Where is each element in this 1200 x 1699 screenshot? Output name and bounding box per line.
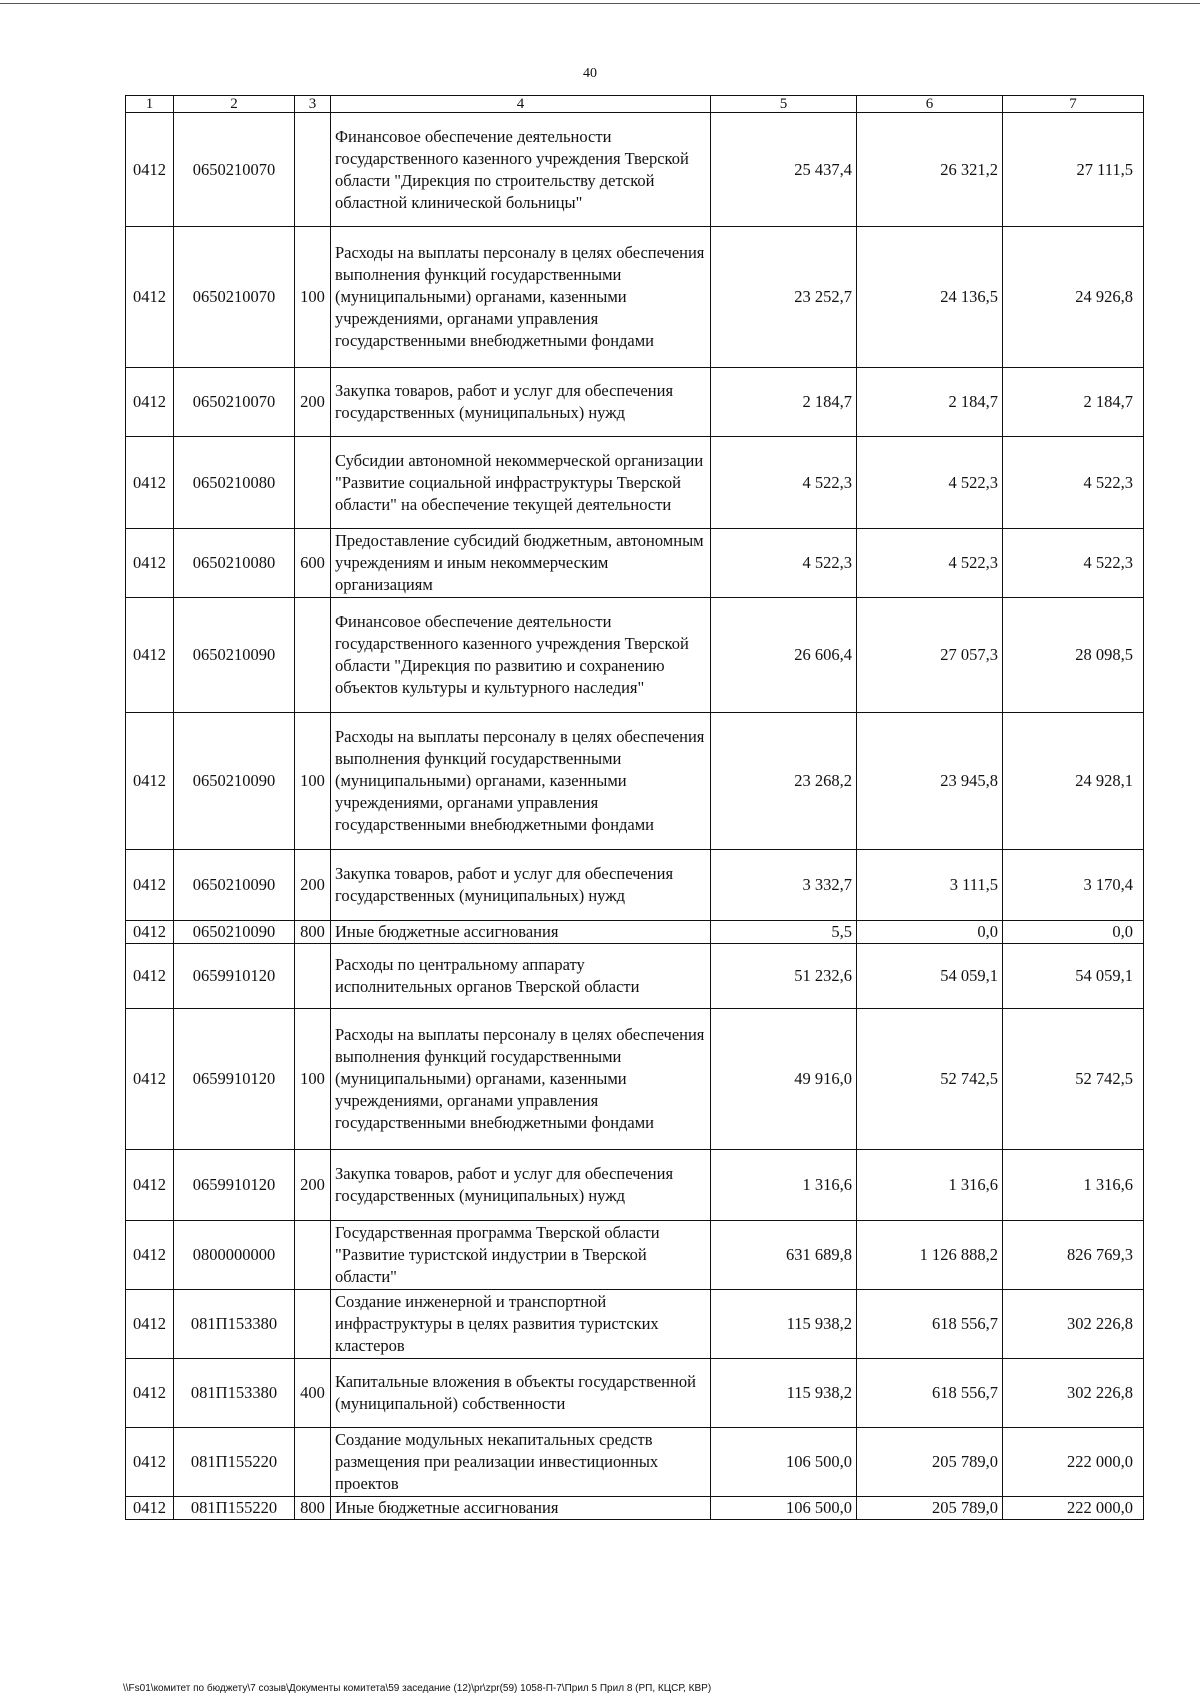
scan-top-border	[0, 3, 1200, 4]
expense-type-code: 400	[295, 1359, 331, 1428]
target-article-code: 0800000000	[174, 1221, 295, 1290]
item-name: Расходы по центральному аппарату исполнительных органов Тверской области	[331, 944, 711, 1009]
expense-type-code	[295, 113, 331, 227]
amount-col5: 106 500,0	[711, 1497, 857, 1520]
item-name: Иные бюджетные ассигнования	[331, 921, 711, 944]
expense-type-code	[295, 1428, 331, 1497]
amount-col6: 4 522,3	[857, 437, 1003, 529]
expense-type-code	[295, 437, 331, 529]
table-row	[126, 368, 1144, 437]
amount-col7: 27 111,5	[1003, 113, 1144, 227]
expense-type-code: 800	[295, 1497, 331, 1520]
amount-col5: 4 522,3	[711, 529, 857, 598]
target-article-code: 0659910120	[174, 1150, 295, 1221]
amount-col7: 4 522,3	[1003, 437, 1144, 529]
section-code: 0412	[126, 529, 174, 598]
expense-type-code: 800	[295, 921, 331, 944]
item-name: Расходы на выплаты персоналу в целях обеспечения выполнения функций государственными (муниципальными) органами, казенными учреждениями, органами управления государственными внебюджетными фондами	[331, 1009, 711, 1150]
amount-col6: 3 111,5	[857, 850, 1003, 921]
table-row	[126, 713, 1144, 850]
column-number: 5	[711, 96, 857, 113]
table-row	[126, 113, 1144, 227]
amount-col6: 2 184,7	[857, 368, 1003, 437]
expense-type-code: 100	[295, 1009, 331, 1150]
amount-col5: 3 332,7	[711, 850, 857, 921]
expense-type-code	[295, 1221, 331, 1290]
expense-type-code: 100	[295, 227, 331, 368]
amount-col5: 25 437,4	[711, 113, 857, 227]
item-name: Закупка товаров, работ и услуг для обеспечения государственных (муниципальных) нужд	[331, 1150, 711, 1221]
table-row	[126, 598, 1144, 713]
amount-col5: 1 316,6	[711, 1150, 857, 1221]
table-row	[126, 529, 1144, 598]
amount-col7: 0,0	[1003, 921, 1144, 944]
table-row	[126, 1290, 1144, 1359]
amount-col6: 1 126 888,2	[857, 1221, 1003, 1290]
section-code: 0412	[126, 944, 174, 1009]
column-number: 4	[331, 96, 711, 113]
amount-col5: 631 689,8	[711, 1221, 857, 1290]
target-article-code: 081П153380	[174, 1290, 295, 1359]
expense-type-code	[295, 1290, 331, 1359]
item-name: Расходы на выплаты персоналу в целях обеспечения выполнения функций государственными (муниципальными) органами, казенными учреждениями, органами управления государственными внебюджетными фондами	[331, 227, 711, 368]
target-article-code: 0650210090	[174, 850, 295, 921]
table-row	[126, 921, 1144, 944]
amount-col5: 2 184,7	[711, 368, 857, 437]
section-code: 0412	[126, 850, 174, 921]
expense-type-code: 200	[295, 368, 331, 437]
section-code: 0412	[126, 1221, 174, 1290]
column-number-row	[126, 96, 1144, 113]
amount-col5: 115 938,2	[711, 1359, 857, 1428]
section-code: 0412	[126, 1497, 174, 1520]
amount-col5: 5,5	[711, 921, 857, 944]
section-code: 0412	[126, 368, 174, 437]
amount-col7: 222 000,0	[1003, 1428, 1144, 1497]
amount-col7: 24 928,1	[1003, 713, 1144, 850]
expense-type-code: 200	[295, 1150, 331, 1221]
section-code: 0412	[126, 227, 174, 368]
table-row	[126, 850, 1144, 921]
amount-col5: 115 938,2	[711, 1290, 857, 1359]
item-name: Закупка товаров, работ и услуг для обеспечения государственных (муниципальных) нужд	[331, 368, 711, 437]
section-code: 0412	[126, 598, 174, 713]
table-row	[126, 1428, 1144, 1497]
amount-col7: 826 769,3	[1003, 1221, 1144, 1290]
expense-type-code	[295, 598, 331, 713]
amount-col5: 4 522,3	[711, 437, 857, 529]
item-name: Расходы на выплаты персоналу в целях обеспечения выполнения функций государственными (муниципальными) органами, казенными учреждениями, органами управления государственными внебюджетными фондами	[331, 713, 711, 850]
page-number: 40	[583, 66, 597, 81]
table-row	[126, 1359, 1144, 1428]
table-row	[126, 944, 1144, 1009]
expense-type-code	[295, 944, 331, 1009]
column-number: 1	[126, 96, 174, 113]
amount-col5: 23 268,2	[711, 713, 857, 850]
target-article-code: 081П155220	[174, 1428, 295, 1497]
amount-col6: 27 057,3	[857, 598, 1003, 713]
section-code: 0412	[126, 437, 174, 529]
amount-col7: 28 098,5	[1003, 598, 1144, 713]
section-code: 0412	[126, 113, 174, 227]
section-code: 0412	[126, 713, 174, 850]
section-code: 0412	[126, 1359, 174, 1428]
amount-col6: 52 742,5	[857, 1009, 1003, 1150]
item-name: Капитальные вложения в объекты государственной (муниципальной) собственности	[331, 1359, 711, 1428]
amount-col7: 1 316,6	[1003, 1150, 1144, 1221]
section-code: 0412	[126, 1290, 174, 1359]
amount-col7: 2 184,7	[1003, 368, 1144, 437]
target-article-code: 0650210090	[174, 598, 295, 713]
amount-col6: 618 556,7	[857, 1359, 1003, 1428]
amount-col6: 0,0	[857, 921, 1003, 944]
item-name: Государственная программа Тверской области "Развитие туристской индустрии в Тверской области"	[331, 1221, 711, 1290]
target-article-code: 0650210070	[174, 113, 295, 227]
table-row	[126, 1150, 1144, 1221]
item-name: Иные бюджетные ассигнования	[331, 1497, 711, 1520]
item-name: Создание модульных некапитальных средств размещения при реализации инвестиционных проектов	[331, 1428, 711, 1497]
amount-col6: 205 789,0	[857, 1497, 1003, 1520]
amount-col6: 54 059,1	[857, 944, 1003, 1009]
amount-col6: 23 945,8	[857, 713, 1003, 850]
section-code: 0412	[126, 1009, 174, 1150]
item-name: Финансовое обеспечение деятельности государственного казенного учреждения Тверской области "Дирекция по развитию и сохранению объектов культуры и культурного наследия"	[331, 598, 711, 713]
amount-col6: 618 556,7	[857, 1290, 1003, 1359]
target-article-code: 0650210070	[174, 368, 295, 437]
amount-col6: 4 522,3	[857, 529, 1003, 598]
amount-col7: 52 742,5	[1003, 1009, 1144, 1150]
column-number: 2	[174, 96, 295, 113]
amount-col6: 1 316,6	[857, 1150, 1003, 1221]
amount-col6: 26 321,2	[857, 113, 1003, 227]
item-name: Финансовое обеспечение деятельности государственного казенного учреждения Тверской области "Дирекция по строительству детской областной клинической больницы"	[331, 113, 711, 227]
section-code: 0412	[126, 1150, 174, 1221]
item-name: Создание инженерной и транспортной инфраструктуры в целях развития туристских кластеров	[331, 1290, 711, 1359]
target-article-code: 0650210090	[174, 713, 295, 850]
amount-col5: 23 252,7	[711, 227, 857, 368]
amount-col7: 302 226,8	[1003, 1290, 1144, 1359]
amount-col7: 3 170,4	[1003, 850, 1144, 921]
target-article-code: 0650210090	[174, 921, 295, 944]
item-name: Закупка товаров, работ и услуг для обеспечения государственных (муниципальных) нужд	[331, 850, 711, 921]
amount-col7: 54 059,1	[1003, 944, 1144, 1009]
table-row	[126, 1497, 1144, 1520]
expense-type-code: 200	[295, 850, 331, 921]
table-row	[126, 227, 1144, 368]
budget-table	[125, 95, 1144, 1520]
item-name: Субсидии автономной некоммерческой организации "Развитие социальной инфраструктуры Тверской области" на обеспечение текущей деятельности	[331, 437, 711, 529]
amount-col6: 24 136,5	[857, 227, 1003, 368]
column-number: 3	[295, 96, 331, 113]
amount-col5: 106 500,0	[711, 1428, 857, 1497]
amount-col7: 222 000,0	[1003, 1497, 1144, 1520]
target-article-code: 0650210080	[174, 529, 295, 598]
footer-file-path: \\Fs01\комитет по бюджету\7 созыв\Документы комитета\59 заседание (12)\pr\zpr(59) 1058-П-7\Прил 5 Прил 8 (РП, КЦСР, КВР)	[123, 1683, 712, 1694]
target-article-code: 0659910120	[174, 1009, 295, 1150]
amount-col5: 51 232,6	[711, 944, 857, 1009]
section-code: 0412	[126, 921, 174, 944]
target-article-code: 0650210080	[174, 437, 295, 529]
amount-col7: 302 226,8	[1003, 1359, 1144, 1428]
target-article-code: 0650210070	[174, 227, 295, 368]
table-row	[126, 1009, 1144, 1150]
item-name: Предоставление субсидий бюджетным, автономным учреждениям и иным некоммерческим организациям	[331, 529, 711, 598]
target-article-code: 081П155220	[174, 1497, 295, 1520]
section-code: 0412	[126, 1428, 174, 1497]
table-body	[126, 113, 1144, 1520]
expense-type-code: 100	[295, 713, 331, 850]
amount-col6: 205 789,0	[857, 1428, 1003, 1497]
target-article-code: 081П153380	[174, 1359, 295, 1428]
amount-col5: 49 916,0	[711, 1009, 857, 1150]
column-number: 6	[857, 96, 1003, 113]
column-number: 7	[1003, 96, 1144, 113]
amount-col5: 26 606,4	[711, 598, 857, 713]
table-row	[126, 437, 1144, 529]
amount-col7: 4 522,3	[1003, 529, 1144, 598]
amount-col7: 24 926,8	[1003, 227, 1144, 368]
table-row	[126, 1221, 1144, 1290]
target-article-code: 0659910120	[174, 944, 295, 1009]
expense-type-code: 600	[295, 529, 331, 598]
